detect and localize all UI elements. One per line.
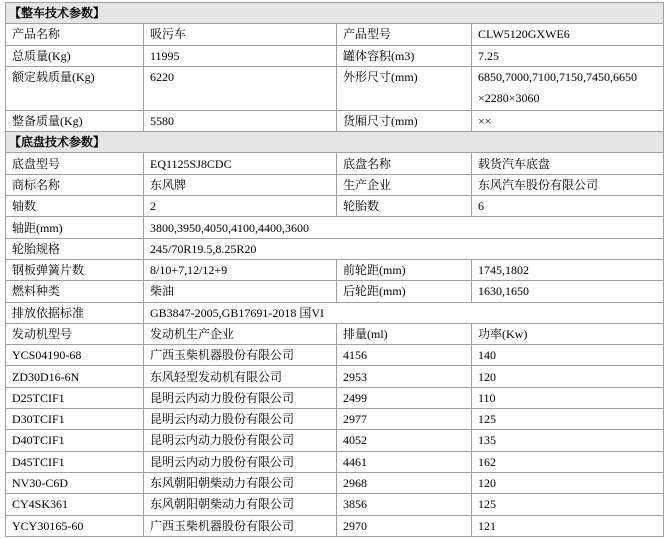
vehicle-params-header-row xyxy=(6,3,664,24)
spec-row xyxy=(6,196,664,217)
product-model-label: 产品型号 xyxy=(337,24,472,45)
engine-row xyxy=(6,430,664,451)
engine-row xyxy=(6,345,664,366)
engine-row xyxy=(6,515,664,536)
engine-manufacturer: 东风朝阳朝柴动力有限公司 xyxy=(144,472,337,493)
wheelbase-label: 轴距(mm) xyxy=(6,217,144,238)
engine-power: 110 xyxy=(472,387,664,408)
manufacturer-label: 生产企业 xyxy=(337,174,472,195)
axles-label: 轴数 xyxy=(6,196,144,217)
engine-power: 120 xyxy=(472,366,664,387)
tires-label: 轮胎数 xyxy=(337,196,472,217)
leaf-springs-value: 8/10+7,12/12+9 xyxy=(144,259,337,280)
engine-displacement-header: 排量(ml) xyxy=(337,323,472,344)
engine-displacement: 3856 xyxy=(337,494,472,515)
spec-row xyxy=(6,238,664,259)
spec-row xyxy=(6,281,664,302)
chassis-name-value: 载货汽车底盘 xyxy=(472,153,664,174)
engine-power: 135 xyxy=(472,430,664,451)
spec-row xyxy=(6,217,664,238)
vehicle-params-title: 【整车技术参数】 xyxy=(6,3,664,24)
engine-power: 162 xyxy=(472,451,664,472)
spec-table xyxy=(5,2,664,537)
emission-standard-label: 排放依据标准 xyxy=(6,302,144,323)
engine-displacement: 4156 xyxy=(337,345,472,366)
engine-manufacturer: 东风轻型发动机有限公司 xyxy=(144,366,337,387)
engine-manufacturer: 广西玉柴机器股份有限公司 xyxy=(144,515,337,536)
engine-model: CY4SK361 xyxy=(6,494,144,515)
axles-value: 2 xyxy=(144,196,337,217)
engine-displacement: 2977 xyxy=(337,409,472,430)
tank-volume-label: 罐体容积(m3) xyxy=(337,45,472,66)
product-name-label: 产品名称 xyxy=(6,24,144,45)
manufacturer-value: 东风汽车股份有限公司 xyxy=(472,174,664,195)
chassis-params-title: 【底盘技术参数】 xyxy=(6,132,664,153)
spec-row xyxy=(6,153,664,174)
engine-model: YCS04190-68 xyxy=(6,345,144,366)
chassis-name-label: 底盘名称 xyxy=(337,153,472,174)
spec-row xyxy=(6,174,664,195)
engine-row xyxy=(6,451,664,472)
engine-row xyxy=(6,366,664,387)
fuel-label: 燃料种类 xyxy=(6,281,144,302)
rear-track-value: 1630,1650 xyxy=(472,281,664,302)
engine-row xyxy=(6,387,664,408)
spec-row xyxy=(6,66,664,110)
engine-power: 121 xyxy=(472,515,664,536)
chassis-model-label: 底盘型号 xyxy=(6,153,144,174)
fuel-value: 柴油 xyxy=(144,281,337,302)
engine-manufacturer-header: 发动机生产企业 xyxy=(144,323,337,344)
total-mass-value: 11995 xyxy=(144,45,337,66)
engine-model: D25TCIF1 xyxy=(6,387,144,408)
emission-standard-value: GB3847-2005,GB17691-2018 国VI xyxy=(144,302,664,323)
engine-manufacturer: 昆明云内动力股份有限公司 xyxy=(144,451,337,472)
front-track-value: 1745,1802 xyxy=(472,259,664,280)
chassis-params-header-row xyxy=(6,132,664,153)
engine-displacement: 4052 xyxy=(337,430,472,451)
engine-power: 125 xyxy=(472,494,664,515)
engine-model: D30TCIF1 xyxy=(6,409,144,430)
brand-value: 东风牌 xyxy=(144,174,337,195)
engine-model: NV30-C6D xyxy=(6,472,144,493)
product-model-value: CLW5120GXWE6 xyxy=(472,24,664,45)
rated-load-label: 额定载质量(Kg) xyxy=(6,66,144,110)
product-name-value: 吸污车 xyxy=(144,24,337,45)
engine-displacement: 2970 xyxy=(337,515,472,536)
engine-manufacturer: 广西玉柴机器股份有限公司 xyxy=(144,345,337,366)
leaf-springs-label: 钢板弹簧片数 xyxy=(6,259,144,280)
engine-model: YCY30165-60 xyxy=(6,515,144,536)
spec-row xyxy=(6,24,664,45)
tire-spec-label: 轮胎规格 xyxy=(6,238,144,259)
tank-volume-value: 7.25 xyxy=(472,45,664,66)
engine-displacement: 2499 xyxy=(337,387,472,408)
engine-row xyxy=(6,472,664,493)
cargo-box-size-value: ×× xyxy=(472,110,664,131)
spec-row xyxy=(6,259,664,280)
engine-row xyxy=(6,409,664,430)
chassis-model-value: EQ1125SJ8CDC xyxy=(144,153,337,174)
engine-manufacturer: 昆明云内动力股份有限公司 xyxy=(144,387,337,408)
engine-row xyxy=(6,494,664,515)
spec-row xyxy=(6,110,664,131)
engine-header-row xyxy=(6,323,664,344)
overall-dimensions-line: 6850,7000,7100,7150,7450,6650 xyxy=(478,69,637,84)
wheelbase-value: 3800,3950,4050,4100,4400,3600 xyxy=(144,217,664,238)
engine-power-header: 功率(Kw) xyxy=(472,323,664,344)
engine-power: 120 xyxy=(472,472,664,493)
engine-manufacturer: 昆明云内动力股份有限公司 xyxy=(144,409,337,430)
engine-displacement: 2953 xyxy=(337,366,472,387)
overall-dimensions-label: 外形尺寸(mm) xyxy=(337,66,472,110)
engine-model: D45TCIF1 xyxy=(6,451,144,472)
rear-track-label: 后轮距(mm) xyxy=(337,281,472,302)
engine-model-header: 发动机型号 xyxy=(6,323,144,344)
front-track-label: 前轮距(mm) xyxy=(337,259,472,280)
engine-displacement: 4461 xyxy=(337,451,472,472)
overall-dimensions-value xyxy=(472,66,664,110)
engine-manufacturer: 昆明云内动力股份有限公司 xyxy=(144,430,337,451)
engine-power: 140 xyxy=(472,345,664,366)
engine-manufacturer: 东风朝阳朝柴动力有限公司 xyxy=(144,494,337,515)
engine-displacement: 2968 xyxy=(337,472,472,493)
spec-row xyxy=(6,302,664,323)
total-mass-label: 总质量(Kg) xyxy=(6,45,144,66)
engine-model: D40TCIF1 xyxy=(6,430,144,451)
engine-model: ZD30D16-6N xyxy=(6,366,144,387)
brand-label: 商标名称 xyxy=(6,174,144,195)
engine-power: 125 xyxy=(472,409,664,430)
overall-dimensions-line: ×2280×3060 xyxy=(478,91,540,106)
curb-mass-label: 整备质量(Kg) xyxy=(6,110,144,131)
tires-value: 6 xyxy=(472,196,664,217)
cargo-box-size-label: 货厢尺寸(mm) xyxy=(337,110,472,131)
spec-row xyxy=(6,45,664,66)
rated-load-value: 6220 xyxy=(144,66,337,110)
curb-mass-value: 5580 xyxy=(144,110,337,131)
tire-spec-value: 245/70R19.5,8.25R20 xyxy=(144,238,664,259)
